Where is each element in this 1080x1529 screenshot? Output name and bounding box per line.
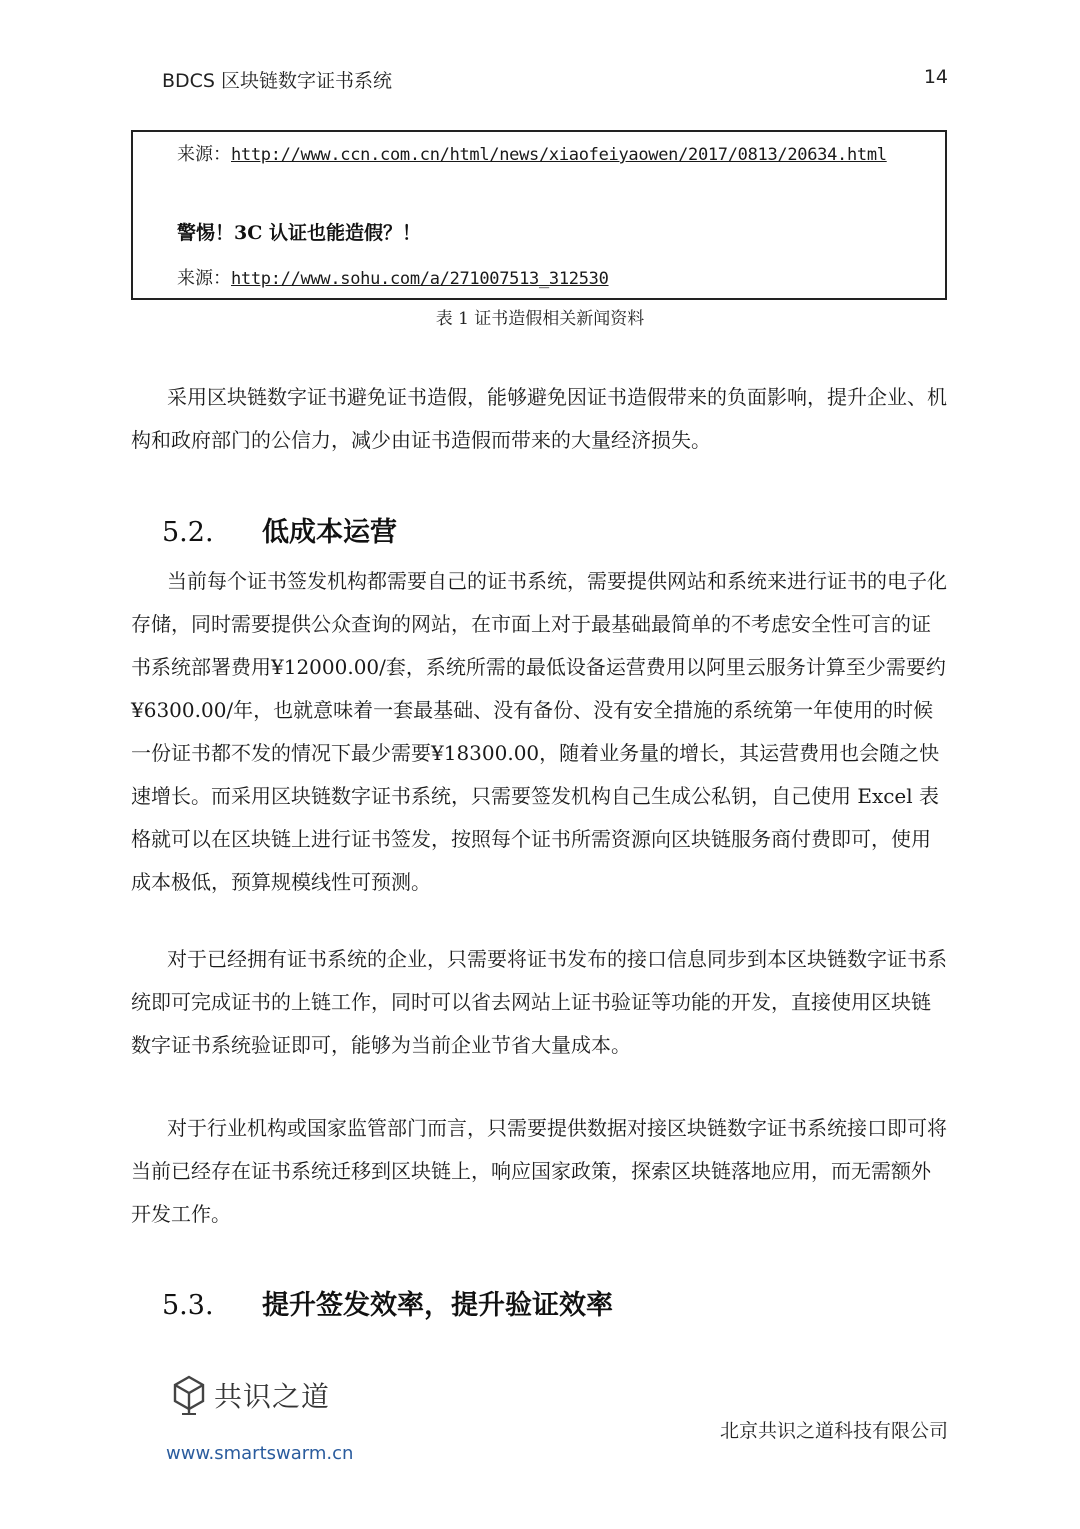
company-logo [172, 1375, 330, 1415]
website[interactable]: www.smartswarm.cn [166, 1443, 354, 1464]
news-title: 警惕！3C 认证也能造假？！ [177, 222, 421, 244]
section-heading-5-3 [162, 1283, 613, 1322]
paragraph-text: 当前每个证书签发机构都需要自己的证书系统，需要提供网站和系统来进行证书的电子化存储，同时需要提供公众查询的网站，在市面上对于最基础最简单的不考虑安全性可言的证书系统部署费用¥12000.00/套，系统所需的最低设备运营费用以阿里云服务计算至少需要约¥6300.00/年，也就意味着一套最基础、没有备份、没有安全措施的系统第一年使用的时候一份证书都不发的情况下最少需要¥18300.00，随着业务量的增长，其运营费用也会随之快速增长。而采用区块链数字证书系统，只需要签发机构自己生成公私钥，自己使用 Excel 表格就可以在区块链上进行证书签发，按照每个证书所需资源向区块链服务商付费即可，使用成本极低，预算规模线性可预测。 [131, 569, 947, 894]
paragraph-2 [131, 560, 947, 904]
source-link-1[interactable]: http://www.ccn.com.cn/html/news/xiaofeiyaowen/2017/0813/20634.html [231, 145, 887, 165]
paragraph-3 [131, 938, 947, 1067]
section-heading-5-2 [162, 510, 397, 549]
source-line-1 [177, 140, 887, 166]
section-number: 5.3. [162, 1290, 214, 1321]
section-title: 提升签发效率，提升验证效率 [262, 1290, 613, 1321]
paragraph-4 [131, 1107, 947, 1236]
section-number: 5.2. [162, 517, 214, 548]
paragraph-text: 采用区块链数字证书避免证书造假，能够避免因证书造假带来的负面影响，提升企业、机构和政府部门的公信力，减少由证书造假而带来的大量经济损失。 [131, 385, 947, 452]
paragraph-text: 对于已经拥有证书系统的企业，只需要将证书发布的接口信息同步到本区块链数字证书系统即可完成证书的上链工作，同时可以省去网站上证书验证等功能的开发，直接使用区块链数字证书系统验证即可，能够为当前企业节省大量成本。 [131, 947, 947, 1057]
table-caption: 表 1 证书造假相关新闻资料 [435, 309, 645, 329]
company-name: 北京共识之道科技有限公司 [719, 1420, 948, 1442]
source-label: 来源： [177, 144, 231, 165]
cube-tree-icon [172, 1375, 206, 1415]
paragraph-text: 对于行业机构或国家监管部门而言，只需要提供数据对接区块链数字证书系统接口即可将当前已经存在证书系统迁移到区块链上，响应国家政策，探索区块链落地应用，而无需额外开发工作。 [131, 1116, 947, 1226]
page-number: 14 [923, 66, 948, 88]
logo-text: 共识之道 [214, 1380, 331, 1413]
source-line-2 [177, 264, 609, 290]
paragraph-1 [131, 376, 947, 462]
source-label: 来源： [177, 268, 231, 289]
section-title: 低成本运营 [262, 517, 397, 548]
news-box [131, 130, 947, 300]
source-link-2[interactable]: http://www.sohu.com/a/271007513_312530 [231, 269, 609, 289]
header-title: BDCS 区块链数字证书系统 [162, 70, 393, 92]
